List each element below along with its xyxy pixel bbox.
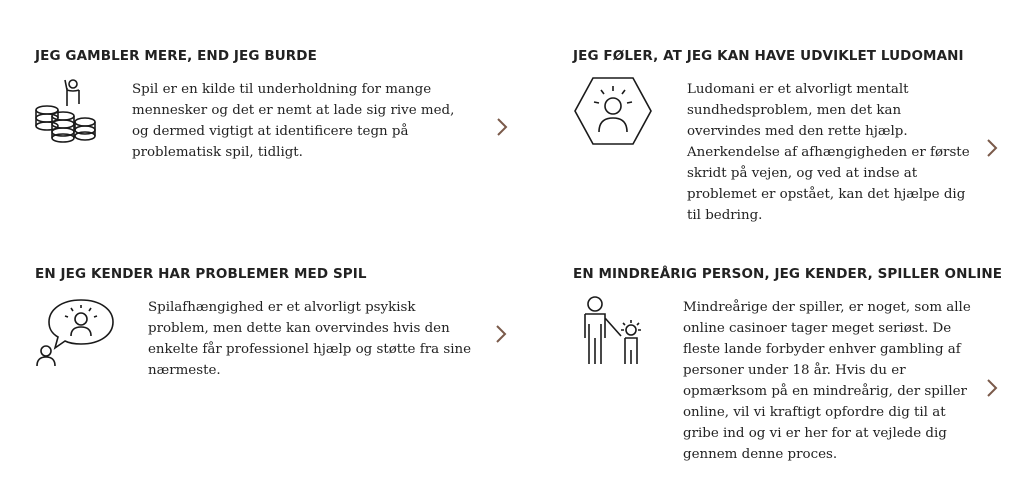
chevron-right-icon[interactable] bbox=[494, 323, 508, 345]
chevron-right-icon[interactable] bbox=[495, 116, 509, 138]
card-title: EN MINDREÅRIG PERSON, JEG KENDER, SPILLER ONLINE bbox=[573, 266, 1003, 282]
coin-stacks-icon bbox=[35, 76, 115, 156]
card-ludomani[interactable] bbox=[573, 48, 1003, 223]
card-description: Spil er en kilde til underholdning for mange mennesker og det er nemt at lade sig rive med, og dermed vigtigt at identificere tegn på problematisk spil, tidligt. bbox=[132, 82, 455, 160]
card-someone-i-know[interactable] bbox=[35, 266, 515, 376]
chevron-right-icon[interactable] bbox=[985, 377, 999, 399]
card-description: Ludomani er et alvorligt mentalt sundhedsproblem, men det kan overvindes med den rette hjælp. Anerkendelse af afhængigheden er første skridt på vejen, og ved at indse at problemet er opstået, kan det hjælpe dig til bedring. bbox=[687, 82, 970, 223]
card-title: JEG GAMBLER MERE, END JEG BURDE bbox=[35, 48, 317, 64]
person-hexagon-icon bbox=[573, 76, 653, 156]
card-gambling-more[interactable] bbox=[35, 48, 515, 168]
adult-child-icon bbox=[573, 294, 653, 374]
card-description: Spilafhængighed er et alvorligt psykisk problem, men dette kan overvindes hvis den enkelte får professionel hjælp og støtte fra sine nærmeste. bbox=[148, 300, 472, 378]
card-title: EN JEG KENDER HAR PROBLEMER MED SPIL bbox=[35, 266, 367, 282]
card-minor-gambling[interactable] bbox=[573, 266, 1003, 466]
chevron-right-icon[interactable] bbox=[985, 137, 999, 159]
speech-bubble-person-icon bbox=[35, 296, 115, 376]
card-description: Mindreårige der spiller, er noget, som alle online casinoer tager meget seriøst. De fleste lande forbyder enhver gambling af personer under 18 år. Hvis du er opmærksom på en mindreårig, der spiller online, vil vi kraftigt opfordre dig til at gribe ind og vi er her for at vejlede dig gennem denne proces. bbox=[683, 300, 971, 462]
card-title: JEG FØLER, AT JEG KAN HAVE UDVIKLET LUDOMANI bbox=[573, 48, 964, 64]
